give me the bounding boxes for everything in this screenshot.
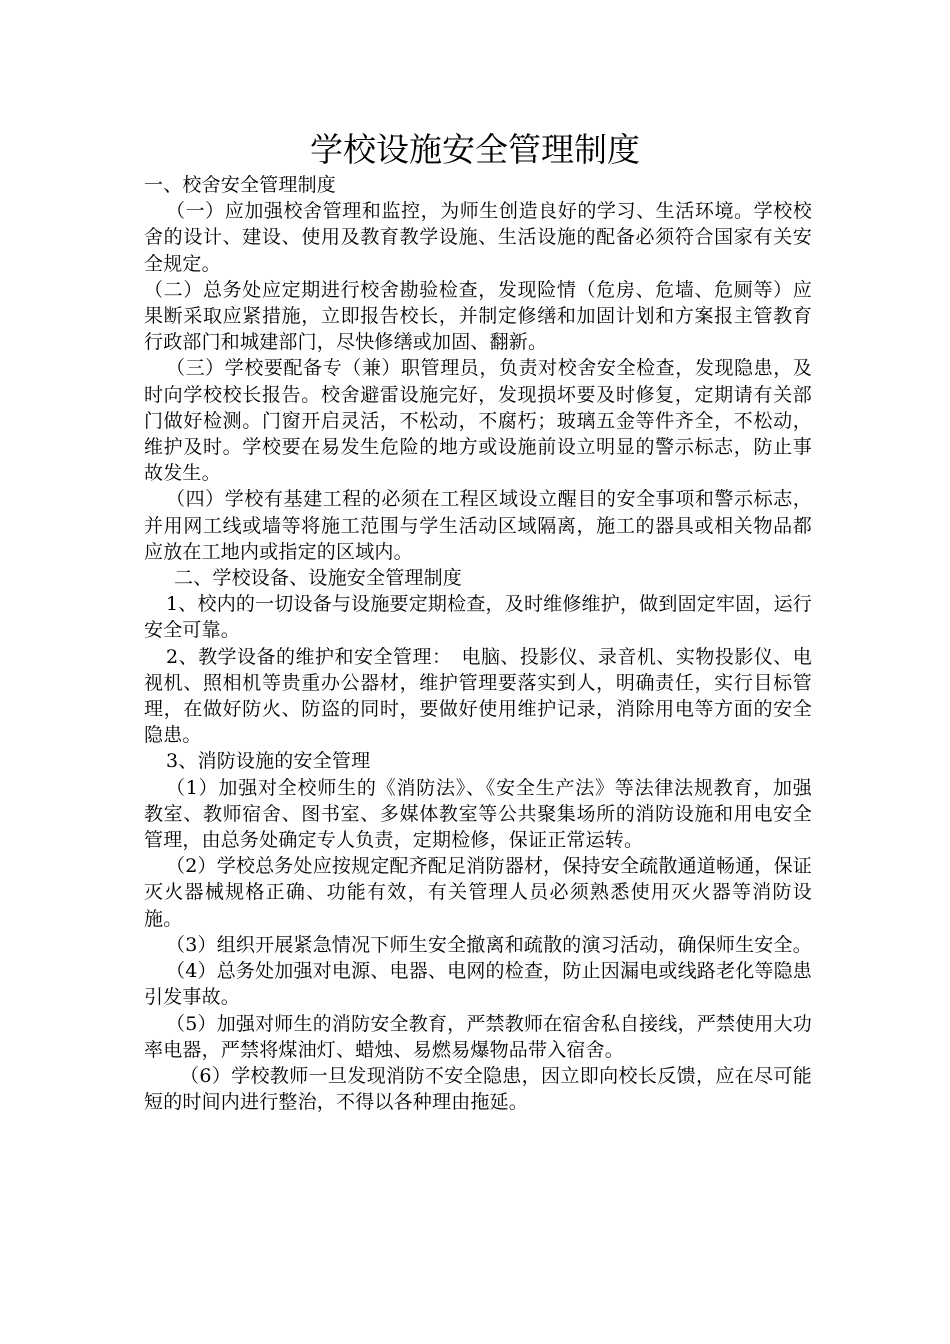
paragraph-3-1: （1）加强对全校师生的《消防法》、《安全生产法》等法律法规教育，加强教室、教师宿舍、图书室、多媒体教室等公共聚集场所的消防设施和用电安全管理，由总务处确定专人负责，定期检修，保证正常运转。 bbox=[144, 776, 812, 852]
paragraph-1-4: （四）学校有基建工程的必须在工程区域设立醒目的安全事项和警示标志，并用网工线或墙等将施工范围与学生活动区域隔离，施工的器具或相关物品都应放在工地内或指定的区域内。 bbox=[144, 488, 812, 563]
paragraph-2-2: 2、教学设备的维护和安全管理： 电脑、投影仪、录音机、实物投影仪、电视机、照相机等贵重办公器材，维护管理要落实到人，明确责任，实行目标管理，在做好防火、防盗的同时，要做好使用维护记录，消除用电等方面的安全隐患。 bbox=[144, 645, 812, 747]
document-title: 学校设施安全管理制度 bbox=[310, 130, 640, 169]
section-heading-1: 一、校舍安全管理制度 bbox=[144, 174, 337, 196]
paragraph-3-3: （3）组织开展紧急情况下师生安全撤离和疏散的演习活动，确保师生安全。 bbox=[166, 933, 812, 956]
subsection-heading-3: 3、消防设施的安全管理 bbox=[166, 750, 371, 773]
paragraph-1-1: （一）应加强校舍管理和监控，为师生创造良好的学习、生活环境。学校校舍的设计、建设、使用及教育教学设施、生活设施的配备必须符合国家有关安全规定。 bbox=[144, 200, 812, 275]
paragraph-1-2: （二）总务处应定期进行校舍勘验检查，发现险情（危房、危墙、危厕等）应果断采取应紧措施，立即报告校长，并制定修缮和加固计划和方案报主管教育行政部门和城建部门，尽快修缮或加固、翻新。 bbox=[144, 278, 812, 354]
paragraph-2-1: 1、校内的一切设备与设施要定期检查，及时维修维护，做到固定牢固，运行安全可靠。 bbox=[144, 593, 812, 642]
paragraph-1-3: （三）学校要配备专（兼）职管理员，负责对校舍安全检查，发现隐患，及时向学校校长报告。校舍避雷设施完好，发现损坏要及时修复，定期请有关部门做好检测。门窗开启灵活，不松动，不腐朽；玻璃五金等件齐全，不松动，维护及时。学校要在易发生危险的地方或设施前设立明显的警示标志，防止事故发生。 bbox=[144, 357, 812, 485]
section-heading-2: 二、学校设备、设施安全管理制度 bbox=[174, 567, 463, 590]
paragraph-3-4: （4）总务处加强对电源、电器、电网的检查，防止因漏电或线路老化等隐患引发事故。 bbox=[144, 960, 812, 1009]
document-body bbox=[144, 172, 812, 1115]
paragraph-3-2: （2）学校总务处应按规定配齐配足消防器材，保持安全疏散通道畅通，保证灭火器械规格正确、功能有效，有关管理人员必须熟悉使用灭火器等消防设施。 bbox=[144, 855, 812, 930]
paragraph-3-6: （6）学校教师一旦发现消防不安全隐患，因立即向校长反馈，应在尽可能短的时间内进行整治，不得以各种理由拖延。 bbox=[144, 1064, 812, 1114]
paragraph-3-5: （5）加强对师生的消防安全教育，严禁教师在宿舍私自接线，严禁使用大功率电器，严禁将煤油灯、蜡烛、易燃易爆物品带入宿舍。 bbox=[144, 1012, 812, 1061]
